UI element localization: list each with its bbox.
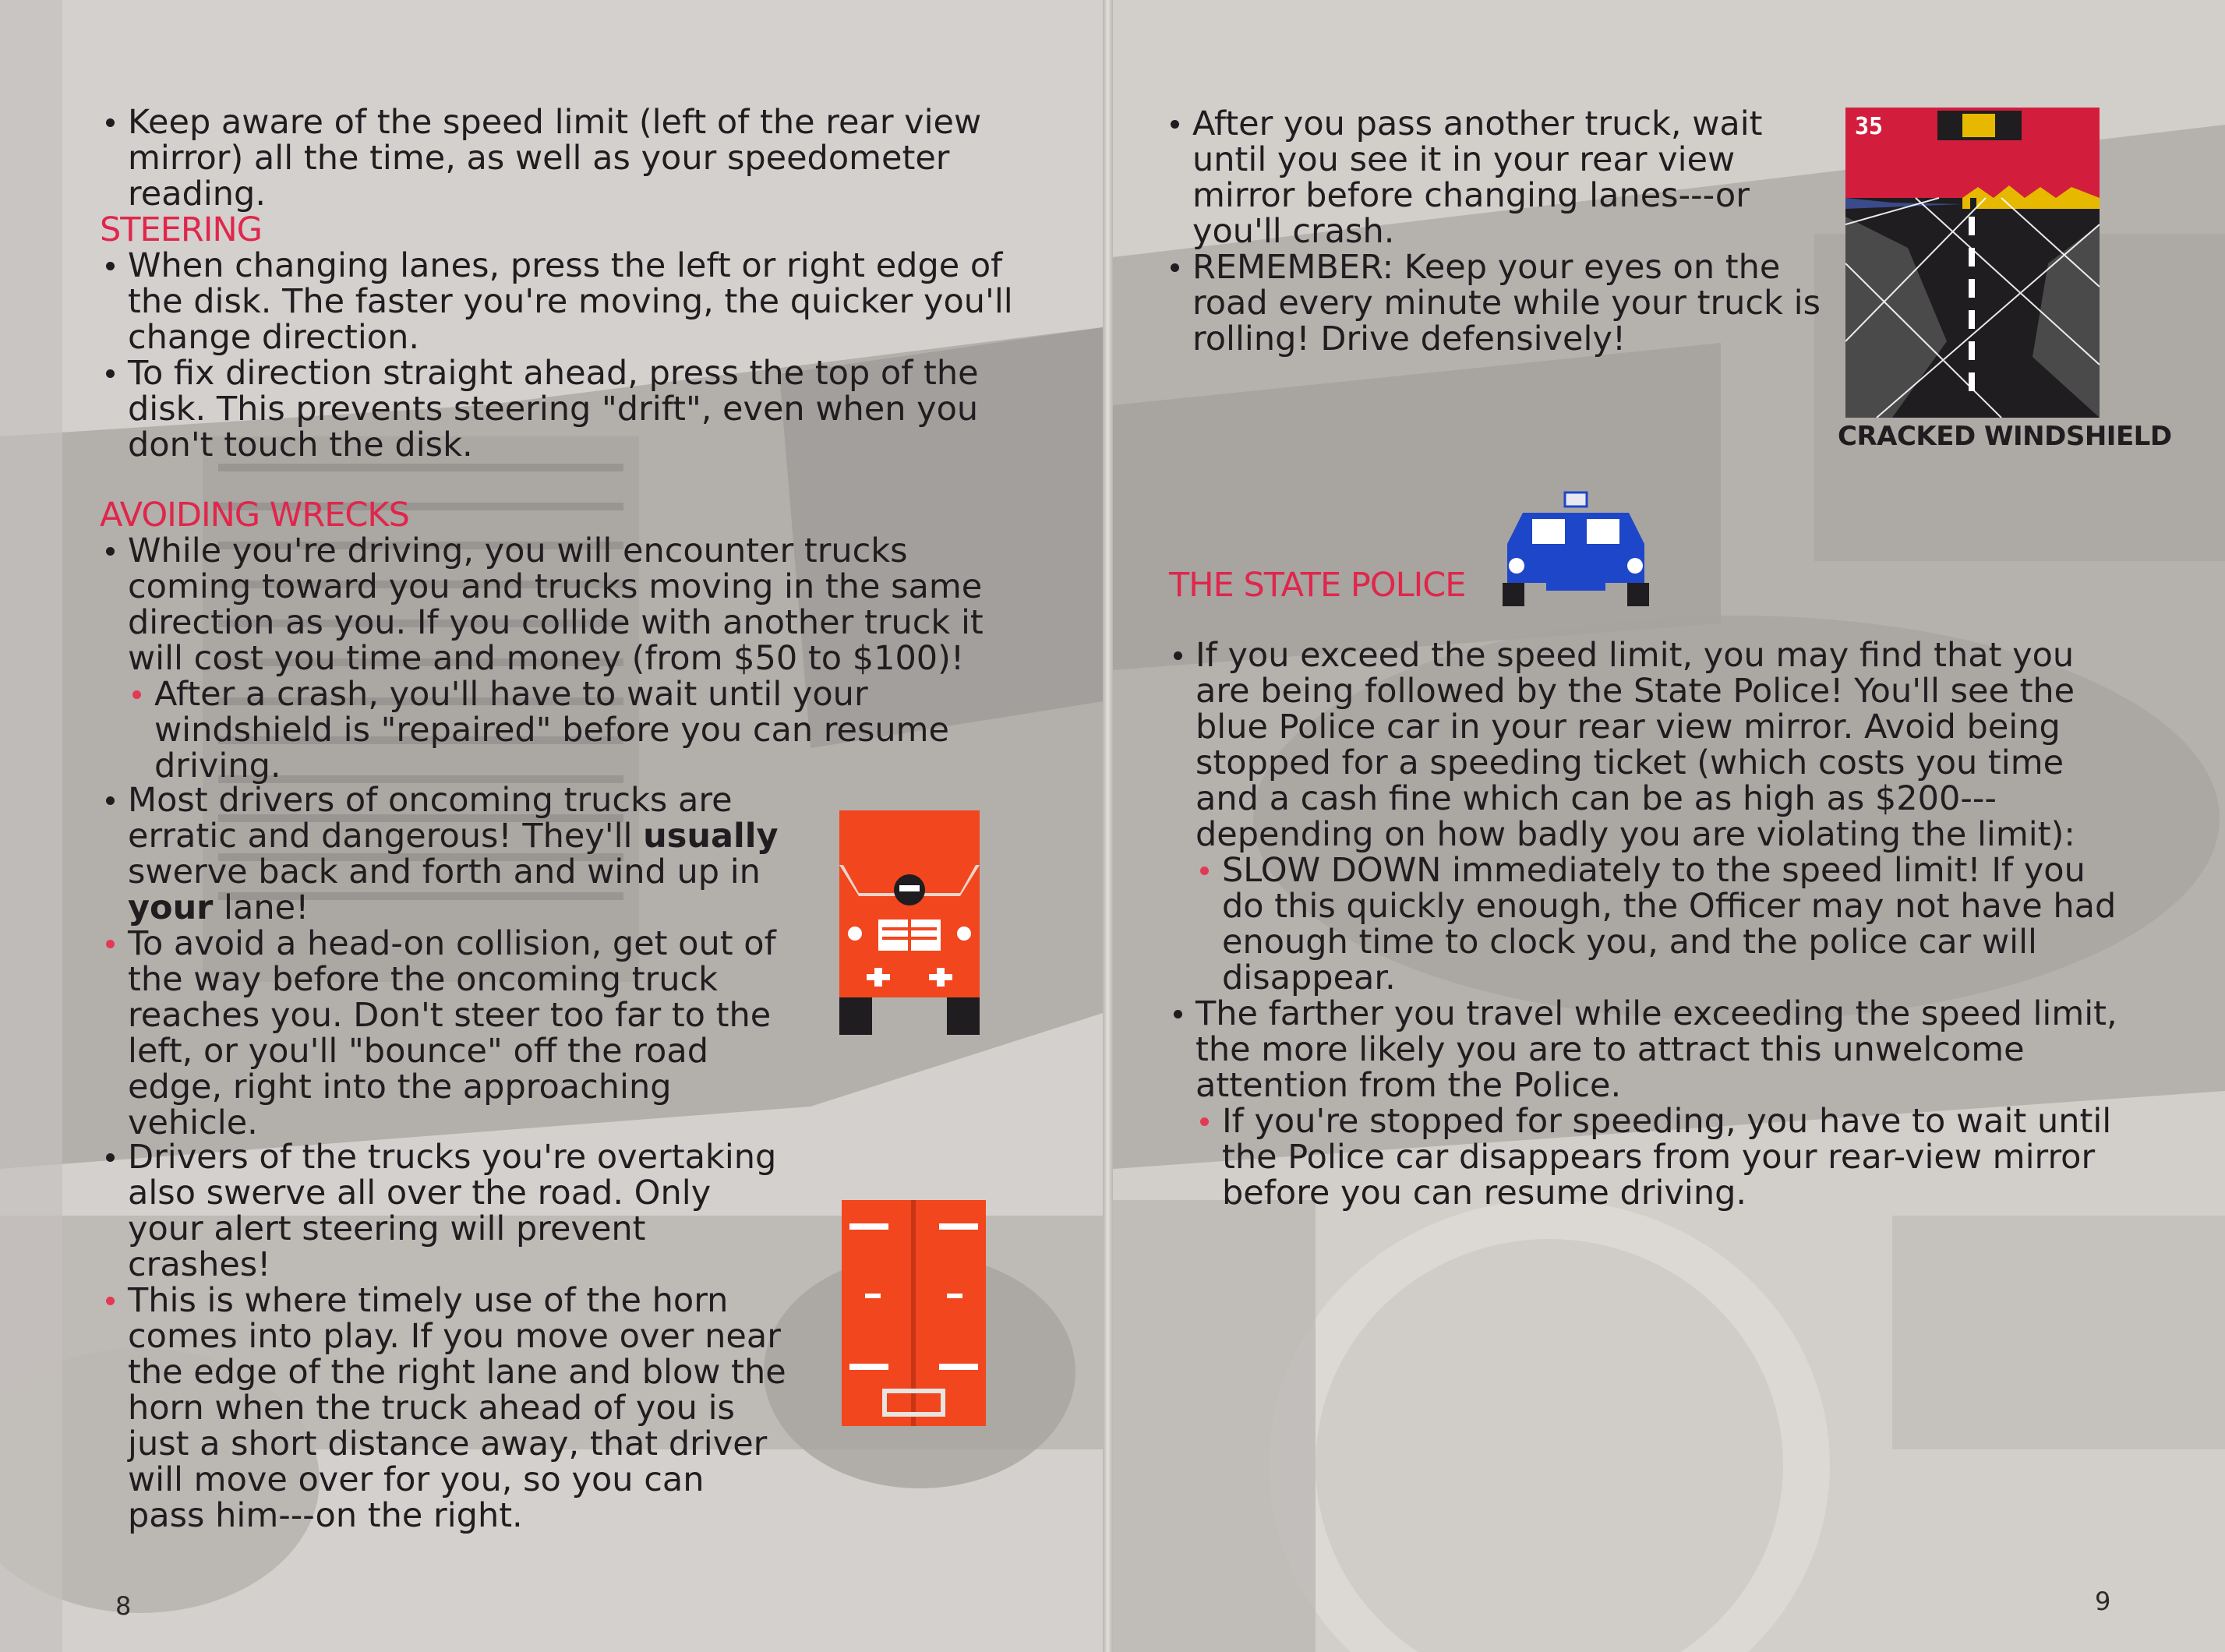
- overtaking-bullet: Drivers of the trucks you're overtaking also swerve all over the road. Only your alert steering will prevent crashes!: [101, 1139, 787, 1283]
- steering-heading: STEERING: [100, 210, 262, 249]
- police-bullet-2: The farther you travel while exceeding the speed limit, the more likely you are to attract this unwelcome attention from the Police.: [1169, 996, 2128, 1103]
- speed-limit-bullet: Keep aware of the speed limit (left of the rear view mirror) all the time, as well as your speedometer reading.: [101, 104, 1037, 212]
- police-car-icon: [1499, 489, 1652, 614]
- steering-section: [101, 248, 1029, 463]
- steering-bullet-1: When changing lanes, press the left or right edge of the disk. The faster you're moving, the quicker you'll change direction.: [101, 248, 1029, 355]
- state-police-heading: THE STATE POLICE: [1169, 566, 1466, 605]
- book-gutter: [1103, 0, 1113, 1652]
- page-number-right: 9: [2095, 1587, 2111, 1616]
- right-top-section: [1166, 106, 1836, 357]
- usually-emphasis: usually: [643, 817, 779, 856]
- remember-bullet: REMEMBER: Keep your eyes on the road every minute while your truck is rolling! Drive defensively!: [1166, 249, 1836, 357]
- speed-readout: 35: [1855, 113, 1884, 140]
- overtaking-section: [101, 1139, 787, 1534]
- police-sub-1: SLOW DOWN immediately to the speed limit! If you do this quickly enough, the Officer may not have had enough time to clock you, and the police car will disappear.: [1195, 852, 2128, 996]
- avoiding-wrecks-section: [101, 533, 1029, 784]
- police-sub-2: If you're stopped for speeding, you have to wait until the Police car disappears from your rear-view mirror before you can resume driving.: [1195, 1103, 2128, 1211]
- after-passing-bullet: After you pass another truck, wait until you see it in your rear view mirror before changing lanes---or you'll crash.: [1166, 106, 1836, 249]
- oncoming-sub: To avoid a head-on collision, get out of the way before the oncoming truck reaches you. Don't steer too far to the left, or you'll "bounce" off the road edge, right into the approaching vehicle.: [101, 926, 787, 1141]
- page-number-left: 8: [115, 1591, 132, 1621]
- state-police-section: [1169, 637, 2128, 1211]
- cracked-windshield-screen: [1845, 108, 2100, 418]
- windshield-caption: CRACKED WINDSHIELD: [1838, 421, 2172, 452]
- oncoming-truck-icon: [835, 810, 984, 1044]
- wrecks-bullet-1: While you're driving, you will encounter trucks coming toward you and trucks moving in the same direction as you. If you collide with another truck it will cost you time and money (from $50 to $100)!: [101, 533, 1029, 676]
- horn-sub: This is where timely use of the horn comes into play. If you move over near the edge of the right lane and blow the horn when the truck ahead of you is just a short distance away, that driver will move over for you, so you can pass him---on the right.: [101, 1283, 787, 1534]
- steering-bullet-2: To fix direction straight ahead, press the top of the disk. This prevents steering "drift", even when you don't touch the disk.: [101, 355, 1029, 463]
- your-emphasis: your: [128, 888, 214, 927]
- wrecks-sub-1: After a crash, you'll have to wait until your windshield is "repaired" before you can resume driving.: [128, 676, 1029, 784]
- avoiding-wrecks-heading: AVOIDING WRECKS: [100, 496, 409, 535]
- police-bullet-1: If you exceed the speed limit, you may find that you are being followed by the State Police! You'll see the blue Police car in your rear view mirror. Avoid being stopped for a speeding ticket (which costs you time and a cash fine which can be as high as $200---depending on how badly you are violating the limit):: [1169, 637, 2128, 852]
- right-page: [1113, 0, 2225, 1652]
- overtaken-truck-icon: [842, 1200, 990, 1434]
- intro-section: [101, 104, 1037, 212]
- oncoming-section: [101, 782, 787, 1141]
- left-page: [0, 0, 1103, 1652]
- oncoming-bullet: Most drivers of oncoming trucks are erratic and dangerous! They'll usually swerve back and forth and wind up in your lane!: [101, 782, 787, 926]
